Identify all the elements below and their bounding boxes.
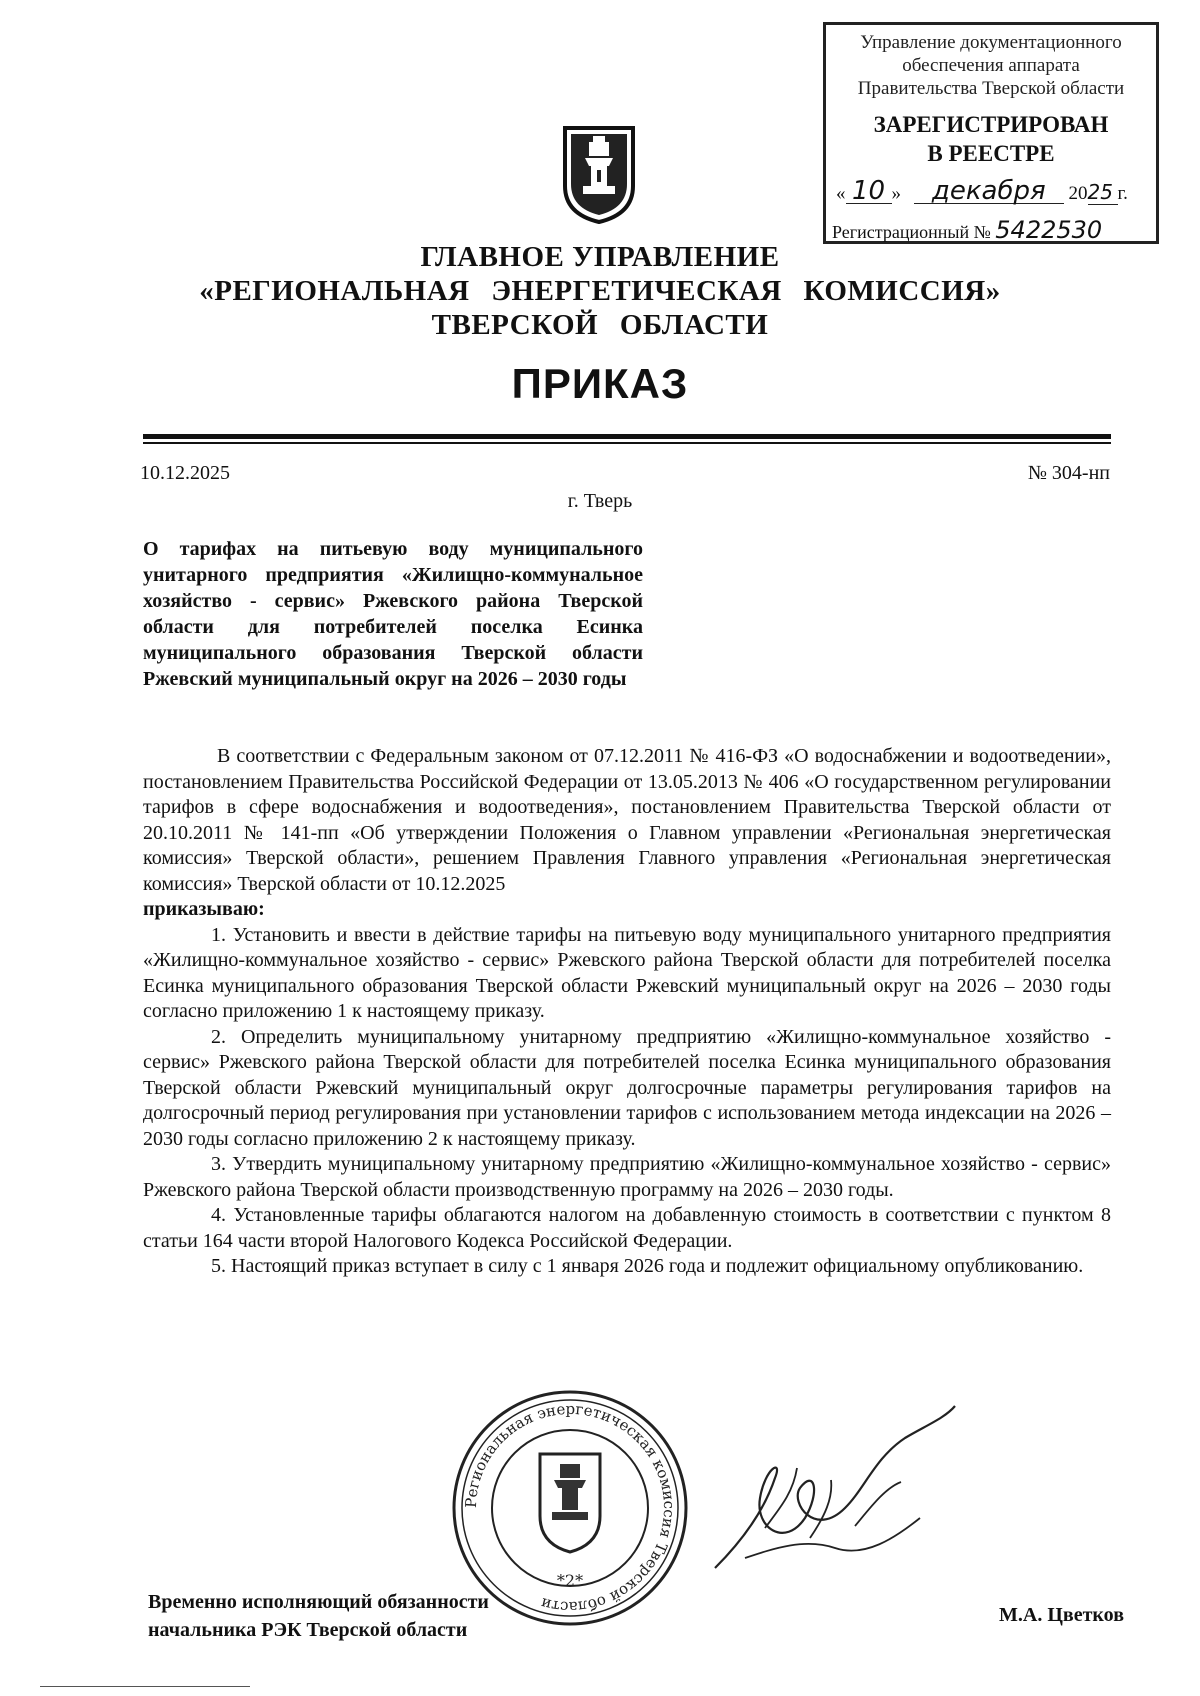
stamp-date-year-suffix: 25 (1088, 181, 1118, 205)
signer-position (148, 1588, 489, 1644)
signer-position-line-1: Временно исполняющий обязанности (148, 1591, 489, 1613)
footer-rule (40, 1686, 250, 1687)
stamp-line: обеспечения аппарата (902, 55, 1080, 76)
stamp-line: Правительства Тверской области (857, 78, 1125, 99)
registration-stamp (823, 22, 1159, 244)
stamp-date-quote-close: » (891, 183, 901, 204)
signer-name: М.А. Цветков (999, 1604, 1124, 1626)
seal-number: *2* (556, 1571, 584, 1590)
header-rule-thick (143, 434, 1111, 439)
document-city: г. Тверь (567, 490, 633, 512)
stamp-reg-number: 5422530 (995, 219, 1127, 243)
stamp-date-year-prefix: 20 (1068, 183, 1088, 204)
stamp-date-year-unit: г. (1117, 183, 1128, 204)
signer-position-line-2: начальника РЭК Тверской области (148, 1619, 468, 1641)
handwritten-signature (705, 1398, 965, 1608)
stamp-title: ЗАРЕГИСТРИРОВАН (873, 112, 1109, 137)
order-item: 1. Установить и ввести в действие тарифы на питьевую воду муниципального унитарного предприятия «Жилищно-коммунальное хозяйство - сервис» Ржевского района Тверской области для потребителей поселка Есинка муниципального образования Тверской области Ржевский муниципальный округ на 2026 – 2030 годы согласно приложению 1 к настоящему приказу. (143, 923, 1111, 1022)
stamp-date-month: декабря (914, 180, 1064, 204)
document-body (143, 744, 1111, 1280)
coat-of-arms-icon (559, 124, 639, 224)
issuer-line-3: ТВЕРСКОЙ ОБЛАСТИ (431, 309, 769, 341)
order-item: 2. Определить муниципальному унитарному предприятию «Жилищно-коммунальное хозяйство - сервис» Ржевского района Тверской области для потребителей поселка Есинка муниципального образования Тверской области Ржевский муниципальный округ долгосрочные параметры регулирования тарифов на долгосрочный период регулирования при установлении тарифов с использованием метода индексации на 2026 – 2030 годы согласно приложению 2 к настоящему приказу. (143, 1025, 1111, 1150)
order-word: приказываю: (143, 898, 265, 920)
stamp-date (826, 176, 1156, 206)
order-item: 4. Установленные тарифы облагаются налогом на добавленную стоимость в соответствии с пунктом 8 статьи 164 части второй Налогового Кодекса Российской Федерации. (143, 1204, 1111, 1252)
issuer-line-1: ГЛАВНОЕ УПРАВЛЕНИЕ (420, 241, 780, 273)
document-date: 10.12.2025 (140, 462, 230, 484)
order-item: 3. Утвердить муниципальному унитарному предприятию «Жилищно-коммунальное хозяйство - сервис» Ржевского района Тверской области производственную программу на 2026 – 2030 годы. (143, 1153, 1111, 1201)
document-number: № 304-нп (1027, 462, 1110, 484)
document-subject: О тарифах на питьевую воду муниципального унитарного предприятия «Жилищно-коммунальное хозяйство - сервис» Ржевского района Тверской области для потребителей поселка Есинка муниципального образования Тверской области Ржевский муниципальный округ на 2026 – 2030 годы (143, 538, 643, 690)
issuer-line-2: «РЕГИОНАЛЬНАЯ ЭНЕРГЕТИЧЕСКАЯ КОМИССИЯ» (199, 275, 1001, 307)
preamble-paragraph: В соответствии с Федеральным законом от 07.12.2011 № 416-ФЗ «О водоснабжении и водоотведении», постановлением Правительства Российской Федерации от 13.05.2013 № 406 «О государственном регулировании тарифов в сфере водоснабжения и водоотведения», постановлением Правительства Тверской области от 20.10.2011 № 141-пп «Об утверждении Положения о Главном управлении «Региональная энергетическая комиссия» Тверской области», решением Правления Главного управления «Региональная энергетическая комиссия» Тверской области от 10.12.2025 (143, 745, 1111, 895)
header-rule-thin (143, 442, 1111, 444)
stamp-date-day: 10 (846, 180, 892, 204)
document-type-title: ПРИКАЗ (511, 360, 689, 407)
issuer-header (0, 240, 1200, 342)
order-item: 5. Настоящий приказ вступает в силу с 1 января 2026 года и подлежит официальному опубликованию. (211, 1255, 1084, 1277)
stamp-reg-number-label: Регистрационный № (832, 222, 991, 242)
stamp-title: В РЕЕСТРЕ (927, 141, 1055, 166)
stamp-line: Управление документационного (860, 32, 1122, 53)
seal-ring-text: Региональная энергетическая комиссия Тверской области (461, 1399, 679, 1617)
stamp-date-quote-open: « (836, 183, 846, 204)
